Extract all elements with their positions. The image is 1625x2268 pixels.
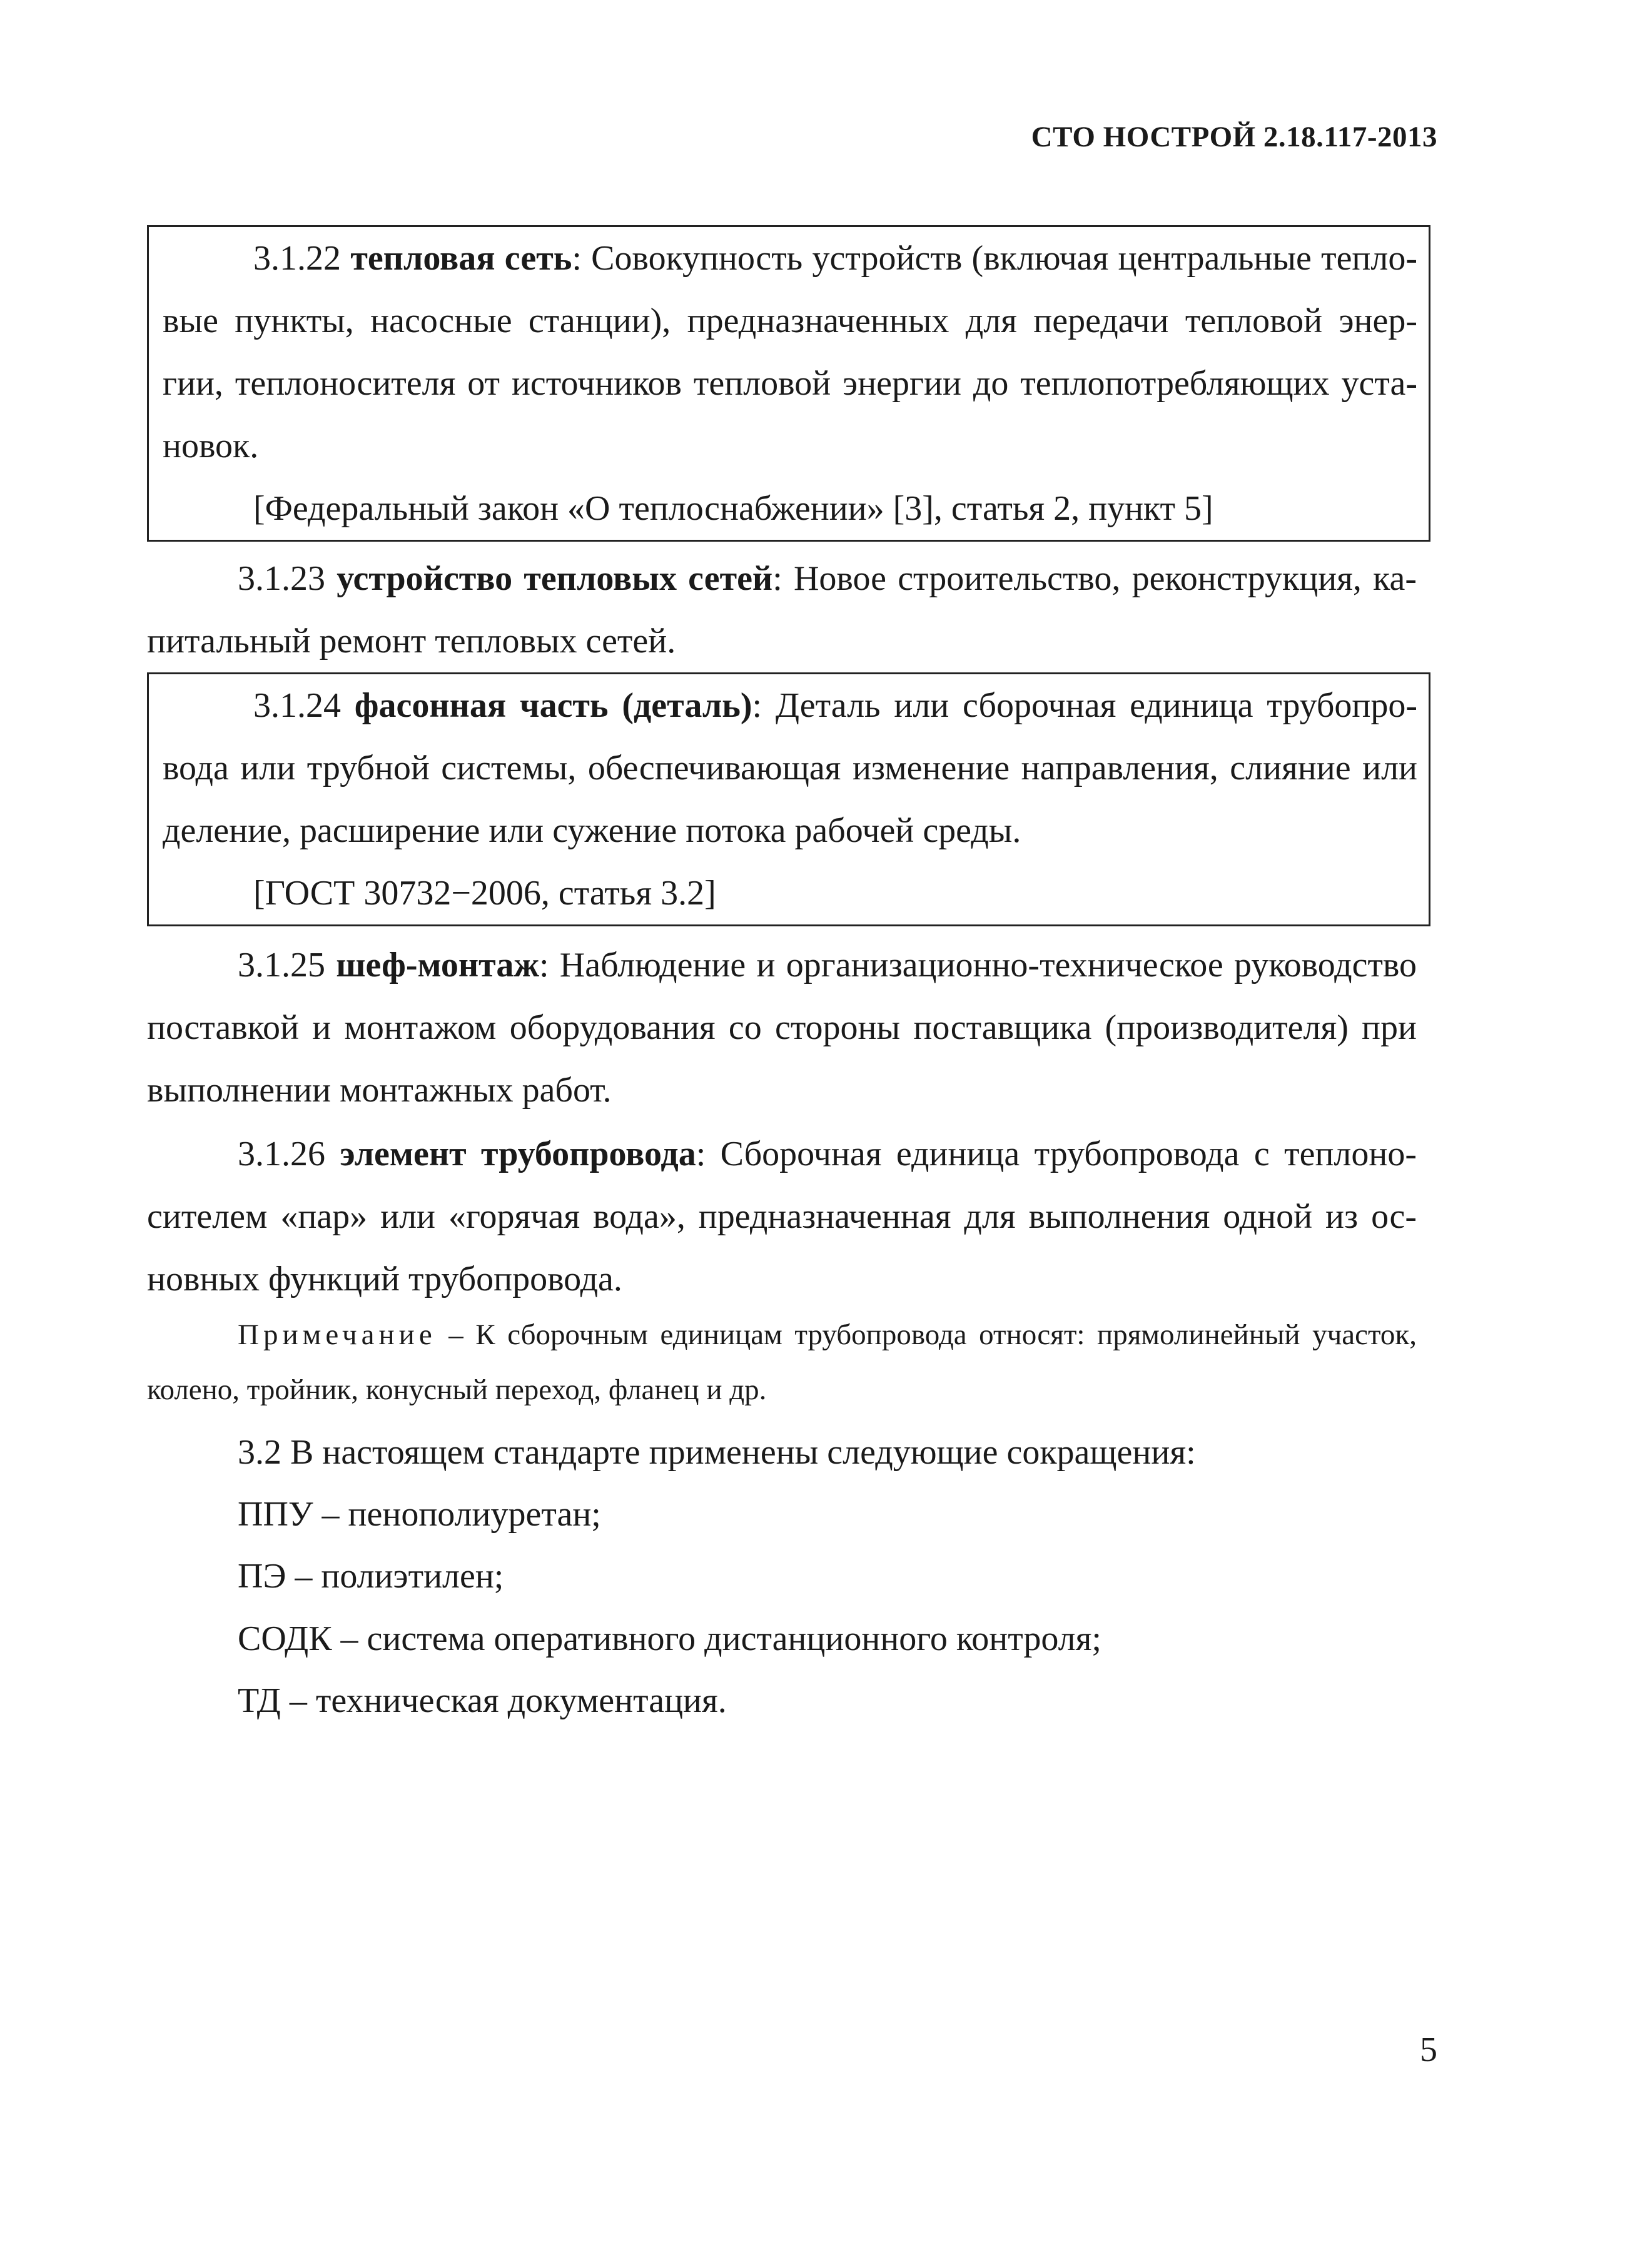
term-source-reference: [Федеральный закон «О теплоснабжении» [3], статья 2, пункт 5] bbox=[253, 489, 1213, 528]
term-definition-line: деление, расширение или сужение потока рабочей среды. bbox=[163, 811, 1021, 850]
term-title: тепловая сеть bbox=[350, 239, 572, 278]
term-definition-line: выполнении монтажных работ. bbox=[147, 1071, 612, 1110]
term-3-1-23 bbox=[147, 547, 1430, 672]
term-3-1-25 bbox=[147, 934, 1430, 1121]
term-number: 3.1.24 bbox=[253, 686, 341, 725]
term-definition-line: вода или трубной системы, обеспечивающая изменение направления, слияние или bbox=[163, 749, 1417, 787]
term-definition-line: питальный ремонт тепловых сетей. bbox=[147, 622, 676, 661]
term-source-reference: [ГОСТ 30732−2006, статья 3.2] bbox=[253, 874, 716, 913]
term-title: устройство тепловых сетей bbox=[337, 559, 773, 598]
term-definition-line: новных функций трубопровода. bbox=[147, 1260, 622, 1299]
term-definition-text: : Сборочная единица трубопровода с теплоно- bbox=[696, 1135, 1417, 1173]
term-3-1-22-box bbox=[147, 225, 1430, 542]
term-number: 3.1.25 bbox=[238, 946, 325, 985]
term-3-1-24-box bbox=[147, 672, 1430, 926]
term-number: 3.1.23 bbox=[238, 559, 325, 598]
note-line-2: колено, тройник, конусный переход, фланец и др. bbox=[147, 1374, 767, 1406]
document-code-header: СТО НОСТРОЙ 2.18.117-2013 bbox=[1031, 121, 1437, 153]
term-3-1-26-line-1 bbox=[147, 1123, 1417, 1185]
term-definition-text: : Совокупность устройств (включая центральные тепло- bbox=[572, 239, 1417, 278]
term-title: элемент трубопровода bbox=[340, 1135, 696, 1173]
term-definition-text: : Деталь или сборочная единица трубопро- bbox=[752, 686, 1418, 725]
note-label: Примечание bbox=[238, 1319, 437, 1351]
term-title: шеф-монтаж bbox=[336, 946, 539, 985]
term-definition-text: : Новое строительство, реконструкция, ка- bbox=[772, 559, 1417, 598]
term-definition-line: новок. bbox=[163, 427, 259, 465]
term-3-1-26 bbox=[147, 1123, 1430, 1310]
term-3-1-24-line-1 bbox=[163, 674, 1417, 737]
term-definition-text: : Наблюдение и организационно-техническое руководство bbox=[539, 946, 1417, 985]
term-3-1-25-line-1 bbox=[147, 934, 1417, 996]
abbreviations-intro: 3.2 В настоящем стандарте применены следующие сокращения: bbox=[238, 1433, 1196, 1472]
term-definition-line: поставкой и монтажом оборудования со стороны поставщика (производителя) при bbox=[147, 1008, 1417, 1047]
abbreviation-item: ППУ – пенополиуретан; bbox=[238, 1495, 601, 1534]
term-definition-line: вые пункты, насосные станции), предназначенных для передачи тепловой энер- bbox=[163, 301, 1417, 340]
term-definition-line: сителем «пар» или «горячая вода», предназначенная для выполнения одной из ос- bbox=[147, 1197, 1417, 1236]
term-number: 3.1.26 bbox=[238, 1135, 325, 1173]
abbreviation-item: ТД – техническая документация. bbox=[238, 1681, 727, 1720]
abbreviation-item: ПЭ – полиэтилен; bbox=[238, 1557, 504, 1596]
page-number: 5 bbox=[1420, 2030, 1437, 2069]
note-line-1 bbox=[147, 1307, 1417, 1362]
note-text: – К сборочным единицам трубопровода относят: прямолинейный участок, bbox=[436, 1319, 1417, 1351]
abbreviation-item: СОДК – система оперативного дистанционного контроля; bbox=[238, 1619, 1101, 1658]
term-title: фасонная часть (деталь) bbox=[354, 686, 752, 725]
term-3-1-22-line-1 bbox=[163, 227, 1417, 290]
term-number: 3.1.22 bbox=[253, 239, 341, 278]
term-3-1-23-line-1 bbox=[147, 547, 1417, 610]
note-block bbox=[147, 1307, 1430, 1417]
term-definition-line: гии, теплоносителя от источников тепловой энергии до теплопотребляющих уста- bbox=[163, 364, 1417, 403]
